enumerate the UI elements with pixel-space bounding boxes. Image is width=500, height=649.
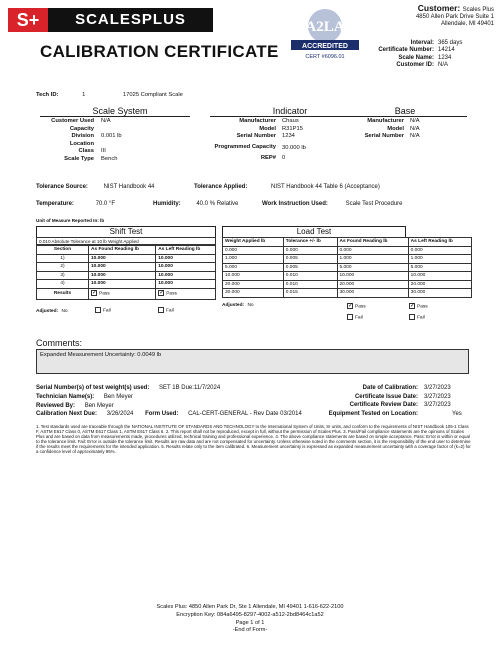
info-label: Customer ID: (396, 62, 434, 69)
table-row (223, 246, 472, 255)
next-due-label: Calibration Next Due: (36, 411, 98, 417)
tolerance-applied-row (194, 184, 380, 190)
table-cell: 1.000 (408, 255, 471, 264)
column-header: As Found Reading lb (337, 238, 408, 247)
load-left-fail (409, 314, 425, 320)
info-label: Interval: (410, 40, 434, 46)
indicator-table (210, 118, 370, 162)
tolerance-applied-label: Tolerance Applied: (194, 184, 248, 190)
load-adjusted (222, 303, 254, 308)
tech-note: 17025 Compliant Scale (122, 92, 183, 98)
table-row (223, 255, 472, 264)
form-value: CAL-CERT-GENERAL - Rev Date 03/2014 (188, 411, 302, 417)
pass-label: Pass (417, 304, 428, 310)
serial-row (36, 385, 220, 391)
load-found-fail (347, 314, 363, 320)
table-cell: 4) (37, 280, 89, 289)
pass-checkbox[interactable]: ✓ (410, 303, 416, 309)
temperature-row (36, 201, 115, 207)
field-value: 30.000 lb (282, 144, 306, 151)
tech-label: Tech ID: (36, 92, 59, 98)
work-instruction-row (262, 201, 403, 207)
column-header: As Left Reading lb (408, 238, 471, 247)
tech-id: 1 (82, 92, 86, 98)
table-cell: 10.000 (156, 263, 216, 272)
results-found-cell (89, 288, 156, 299)
date-value: 3/27/2023 (424, 393, 451, 400)
shift-test-table (36, 245, 216, 300)
certificate-notes: 1. Test standards used are traceable through the NATIONAL INSTITUTE OF STANDARDS AND TECHNOLOGY to the International System of Units, SI units, and conform to the requirements of NIST Handbook 105-1 Class F, ASTM E617 Class 0, ASTM E617 Class 1, ASTM E617 Class 6. 2. This report shall not be reproduced, except in full, without the permission of Scales Plus. 3. Pass/Fail compliance statements are the opinions of Scales Plus and are based on data from measurements made, procedures utilized, technical training and professional experience. 4. The above compliance statements are based on simple acceptance. Pass: Error is within or equal to the tolerance limit. Fail: Error is outside the tolerance limit. Results are raw data and are not compensated for uncertainty. Unless otherwise noted in the comments section, it is the responsibility of the end user to determine if the results meet the requirements for the intended application. 5. Results relate only to the item calibrated. 6. Measurement uncertainty is expressed as expanded measurement uncertainty with a coverage factor of (k=2) for a confidence level of approximately 95%. (36, 424, 471, 454)
divider (352, 116, 467, 117)
adjusted-label: Adjusted: (222, 303, 245, 308)
badge-letters: A2LA (305, 19, 345, 35)
shift-adjusted (36, 309, 68, 314)
info-value: N/A (438, 62, 449, 69)
info-value: 1234 (438, 54, 452, 61)
shift-left-fail (158, 307, 174, 313)
load-left-pass (409, 303, 428, 309)
table-row (223, 280, 472, 289)
load-test-table (222, 237, 472, 298)
table-cell: 10.000 (89, 280, 156, 289)
results-label: Results (37, 288, 89, 299)
table-cell: 0.000 (337, 246, 408, 255)
field-label: Capacity (69, 125, 94, 132)
field-value: N/A (410, 133, 420, 140)
date-label: Date of Calibration: (362, 385, 418, 391)
date-label: Certificate Review Date: (349, 402, 418, 409)
table-cell: 0.000 (223, 246, 284, 255)
customer-address2: Allendale, MI 49401 (440, 21, 494, 28)
field-label: Manufacturer (367, 118, 404, 124)
scale-system-table (40, 118, 190, 164)
uom-note: Unit of Measure Reported In: lb (36, 218, 105, 223)
page-title: CALIBRATION CERTIFICATE (40, 42, 279, 61)
table-cell: 20.000 (408, 280, 471, 289)
field-label: Serial Number (364, 133, 404, 140)
divider (210, 116, 370, 117)
table-row (37, 263, 216, 272)
table-cell: 5.000 (337, 263, 408, 272)
table-cell: 0.005 (283, 263, 337, 272)
serial-label: Serial Number(s) of test weight(s) used: (36, 385, 150, 391)
logo-text: SCALESPLUS (48, 8, 213, 32)
humidity-value: 40.0 % Relative (196, 201, 239, 207)
humidity-row (153, 201, 238, 207)
table-row (37, 271, 216, 280)
field-value: 0.001 lb (101, 133, 122, 140)
pass-label: Pass (355, 304, 366, 310)
table-cell: 10.000 (89, 254, 156, 263)
footer-encryption-key: Encryption Key: 084a6495-8297-4002-a512-2bd8464c1a52 (176, 611, 324, 618)
table-cell: 1) (37, 254, 89, 263)
table-cell: 20.000 (223, 280, 284, 289)
field-label: Programmed Capacity (214, 144, 276, 151)
adjusted-value: No (247, 303, 254, 308)
results-left-cell (156, 288, 216, 299)
certificate-info (372, 40, 494, 70)
table-row (37, 254, 216, 263)
field-label: Manufacturer (239, 118, 276, 124)
adjusted-label: Adjusted: (36, 309, 59, 314)
table-cell: 10.000 (156, 271, 216, 280)
table-cell: 5.000 (408, 263, 471, 272)
table-cell: 1.000 (337, 255, 408, 264)
pass-checkbox[interactable]: ✓ (159, 290, 165, 297)
table-cell: 2) (37, 263, 89, 272)
shift-test-note: 0.010 Absolute Tolerance at 10 lb Weight Applied (36, 237, 216, 245)
technician-row (36, 394, 133, 400)
field-value: Chaus (282, 118, 299, 124)
table-cell: 10.000 (89, 263, 156, 272)
base-table (352, 118, 467, 141)
serial-value: SET 1B Due:11/7/2024 (159, 385, 221, 391)
work-instruction-label: Work Instruction Used: (262, 201, 328, 207)
table-cell: 10.000 (337, 272, 408, 281)
info-label: Certificate Number: (378, 47, 434, 54)
fail-label: Fail (103, 308, 111, 314)
table-cell: 0.015 (283, 289, 337, 298)
footer-end: -End of Form- (232, 627, 268, 634)
table-cell: 30.000 (223, 289, 284, 298)
date-value: 3/27/2023 (424, 402, 451, 409)
shift-found-fail (95, 307, 111, 313)
tolerance-source-label: Tolerance Source: (36, 184, 88, 190)
field-value: N/A (410, 125, 420, 132)
humidity-label: Humidity: (153, 201, 181, 207)
fail-label: Fail (355, 315, 363, 321)
table-cell: 30.000 (337, 289, 408, 298)
field-label: Customer Used (51, 118, 94, 124)
next-due-row (36, 411, 302, 417)
field-label: Class (78, 148, 94, 155)
results-row (37, 288, 216, 299)
column-header: Weight Applied lb (223, 238, 284, 247)
load-test-title: Load Test (222, 226, 406, 237)
table-cell: 5.000 (223, 263, 284, 272)
field-value (94, 141, 101, 149)
column-header: As Found Reading lb (89, 246, 156, 255)
tolerance-source-value: NIST Handbook 44 (103, 184, 155, 190)
temperature-label: Temperature: (36, 201, 74, 207)
column-header: Section (37, 246, 89, 255)
field-value (94, 126, 101, 134)
fail-checkbox[interactable] (409, 314, 415, 320)
table-cell: 10.000 (89, 271, 156, 280)
technician-value: Ben Meyer (103, 394, 133, 400)
fail-label: Fail (417, 315, 425, 321)
customer-block (376, 5, 494, 29)
form-label: Form Used: (145, 411, 179, 417)
field-value: N/A (410, 118, 420, 124)
table-cell: 3) (37, 271, 89, 280)
field-value: 1234 (282, 133, 295, 140)
table-cell: 0.010 (283, 280, 337, 289)
next-due-value: 3/26/2024 (106, 411, 134, 417)
shift-test-title: Shift Test (36, 226, 216, 237)
fail-checkbox[interactable] (95, 307, 101, 313)
fail-checkbox[interactable] (158, 307, 164, 313)
field-label: Division (71, 133, 94, 140)
table-cell: 0.010 (283, 272, 337, 281)
scale-system-heading: Scale System (92, 106, 148, 116)
customer-label: Customer: (417, 3, 461, 13)
date-label: Certificate Issue Date: (354, 393, 418, 400)
table-cell: 1.000 (223, 255, 284, 264)
pass-checkbox[interactable]: ✓ (348, 303, 354, 309)
tech-id-row (36, 92, 183, 98)
fail-label: Fail (166, 308, 174, 314)
accreditation-badge (285, 6, 365, 62)
table-cell: 20.000 (337, 280, 408, 289)
field-label: REP# (260, 154, 276, 161)
tolerance-applied-value: NIST Handbook 44 Table 6 (Acceptance) (271, 184, 380, 190)
table-cell: 10.000 (156, 280, 216, 289)
date-block (300, 385, 472, 419)
footer-address: Scales Plus: 4850 Allen Park Dr, Ste 1 Allendale, MI 49401 1-616-622-2100 (156, 604, 344, 610)
divider (40, 116, 190, 117)
field-value: III (101, 148, 106, 155)
column-header: As Left Reading lb (156, 246, 216, 255)
technician-label: Technician Name(s): (36, 394, 95, 400)
table-row (37, 280, 216, 289)
info-value: 365 days (438, 40, 463, 46)
reviewed-value: Ben Meyer (84, 403, 114, 409)
table-cell: 10.000 (408, 272, 471, 281)
table-cell: 0.005 (283, 255, 337, 264)
comments-title: Comments: (36, 338, 83, 348)
table-cell: 10.000 (223, 272, 284, 281)
field-label: Serial Number (236, 133, 276, 140)
base-heading: Base (394, 106, 416, 116)
field-label: Location (69, 140, 94, 147)
field-value: R31P15 (282, 125, 303, 132)
column-header: Tolerance +/- lb (283, 238, 337, 247)
badge-text: ACCREDITED (302, 43, 348, 50)
company-logo (8, 8, 213, 32)
table-row (223, 272, 472, 281)
badge-cert: CERT #6096.01 (305, 54, 345, 60)
tolerance-source-row (36, 184, 155, 190)
field-value: N/A (101, 118, 111, 124)
field-label: Model (259, 125, 276, 132)
pass-checkbox[interactable]: ✓ (92, 290, 98, 297)
date-value: 3/27/2023 (424, 385, 451, 391)
reviewed-label: Reviewed By: (36, 403, 76, 409)
table-row (223, 263, 472, 272)
field-value: 0 (282, 154, 286, 161)
logo-mark: S+ (8, 8, 48, 32)
work-instruction-value: Scale Test Procedure (345, 201, 403, 207)
customer-name: Scales Plus (462, 7, 494, 13)
info-label: Scale Name: (398, 54, 434, 61)
field-label: Model (387, 125, 404, 132)
field-value: Bench (101, 155, 118, 162)
temperature-value: 70.0 °F (95, 201, 115, 207)
table-cell: 0.000 (283, 246, 337, 255)
pass-label: Pass (166, 291, 177, 297)
comments-box: Expanded Measurement Uncertainty: 0.0049 lb (36, 349, 469, 374)
pass-label: Pass (99, 291, 110, 297)
table-cell: 10.000 (156, 254, 216, 263)
fail-checkbox[interactable] (347, 314, 353, 320)
table-cell: 30.000 (408, 289, 471, 298)
load-found-pass (347, 303, 366, 309)
field-label: Scale Type (64, 155, 94, 162)
table-row (223, 289, 472, 298)
table-cell: 0.000 (408, 246, 471, 255)
adjusted-value: No (61, 309, 68, 314)
footer-page-number: Page 1 of 1 (235, 619, 265, 626)
indicator-heading: Indicator (272, 106, 308, 116)
equipment-label: Equipment Tested on Location: (328, 410, 418, 417)
page-footer (0, 604, 500, 635)
reviewed-row (36, 403, 114, 409)
customer-address1: 4850 Allen Park Drive Suite 1 (415, 14, 494, 21)
info-value: 14214 (438, 47, 455, 54)
equipment-value: Yes (452, 410, 462, 417)
